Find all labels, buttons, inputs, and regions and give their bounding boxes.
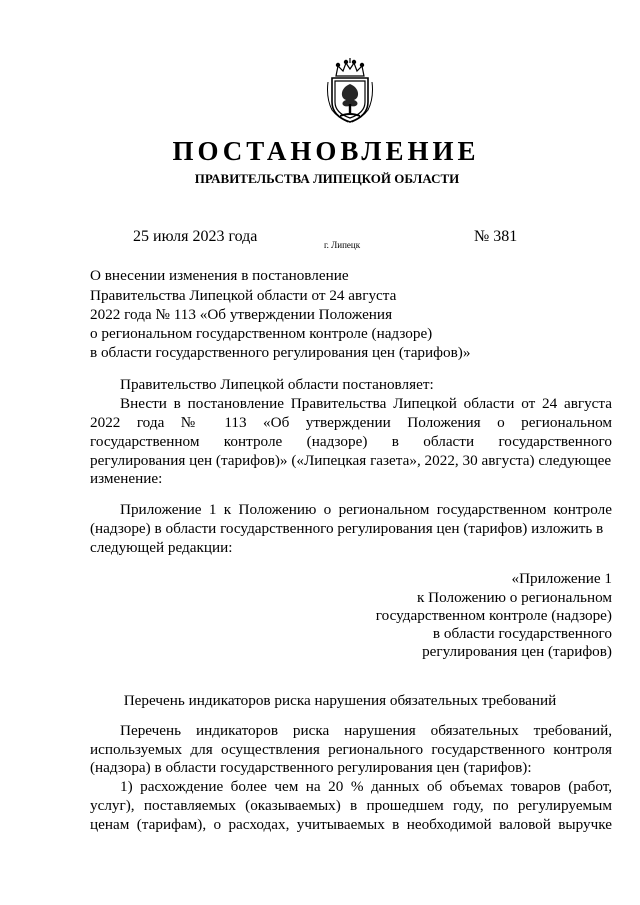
paragraph-line: государственном контроле (надзоре) в области государственного: [90, 433, 612, 450]
coat-of-arms-emblem: [326, 58, 374, 124]
issuing-authority: ПРАВИТЕЛЬСТВА ЛИПЕЦКОЙ ОБЛАСТИ: [194, 171, 460, 186]
paragraph-line: изменение:: [90, 470, 163, 487]
paragraph-line: (надзоре) в области государственного регулирования цен (тарифов) изложить в: [90, 520, 604, 537]
list-item-line: 1) расхождение более чем на 20 % данных об объемах товаров (работ,: [120, 778, 612, 795]
title-line: Правительства Липецкой области от 24 августа: [90, 287, 397, 304]
paragraph-line: регулирования цен (тарифов)» («Липецкая газета», 2022, 30 августа) следующее: [90, 452, 612, 469]
document-date: 25 июля 2023 года: [133, 228, 258, 245]
title-line: в области государственного регулирования цен (тарифов)»: [90, 344, 471, 361]
title-line: о региональном государственном контроле (надзоре): [90, 325, 433, 342]
section-title: Перечень индикаторов риска нарушения обязательных требований: [123, 692, 557, 709]
appendix-header-line: государственном контроле (надзоре): [375, 607, 612, 624]
paragraph-line: следующей редакции:: [90, 539, 233, 556]
resolves-line: Правительство Липецкой области постановляет:: [120, 376, 434, 393]
paragraph-line: 2022 года № 113 «Об утверждении Положения о региональном: [90, 414, 612, 431]
document-number: № 381: [474, 228, 518, 245]
list-item-line: ценам (тарифам), о расходах, учитываемых в необходимой валовой выручке: [90, 816, 612, 833]
title-line: О внесении изменения в постановление: [90, 267, 349, 284]
paragraph-line: Внести в постановление Правительства Липецкой области от 24 августа: [120, 395, 612, 412]
appendix-header-line: к Положению о региональном: [417, 589, 612, 606]
document-city: г. Липецк: [324, 240, 361, 250]
paragraph-line: Приложение 1 к Положению о региональном государственном контроле: [120, 501, 612, 518]
paragraph-line: (надзора) в области государственного регулирования цен (тарифов):: [90, 759, 532, 776]
title-line: 2022 года № 113 «Об утверждении Положения: [90, 306, 393, 323]
appendix-header-line: «Приложение 1: [511, 570, 612, 587]
paragraph-line: Перечень индикаторов риска нарушения обязательных требований,: [120, 722, 612, 739]
appendix-header-line: регулирования цен (тарифов): [422, 643, 612, 660]
document-type-heading: ПОСТАНОВЛЕНИЕ: [172, 136, 480, 166]
appendix-header-line: в области государственного: [432, 625, 612, 642]
list-item-line: услуг), поставляемых (оказываемых) в прошедшем году, по регулируемым: [90, 797, 612, 814]
paragraph-line: используемых для осуществления регионального государственного контроля: [90, 741, 612, 758]
